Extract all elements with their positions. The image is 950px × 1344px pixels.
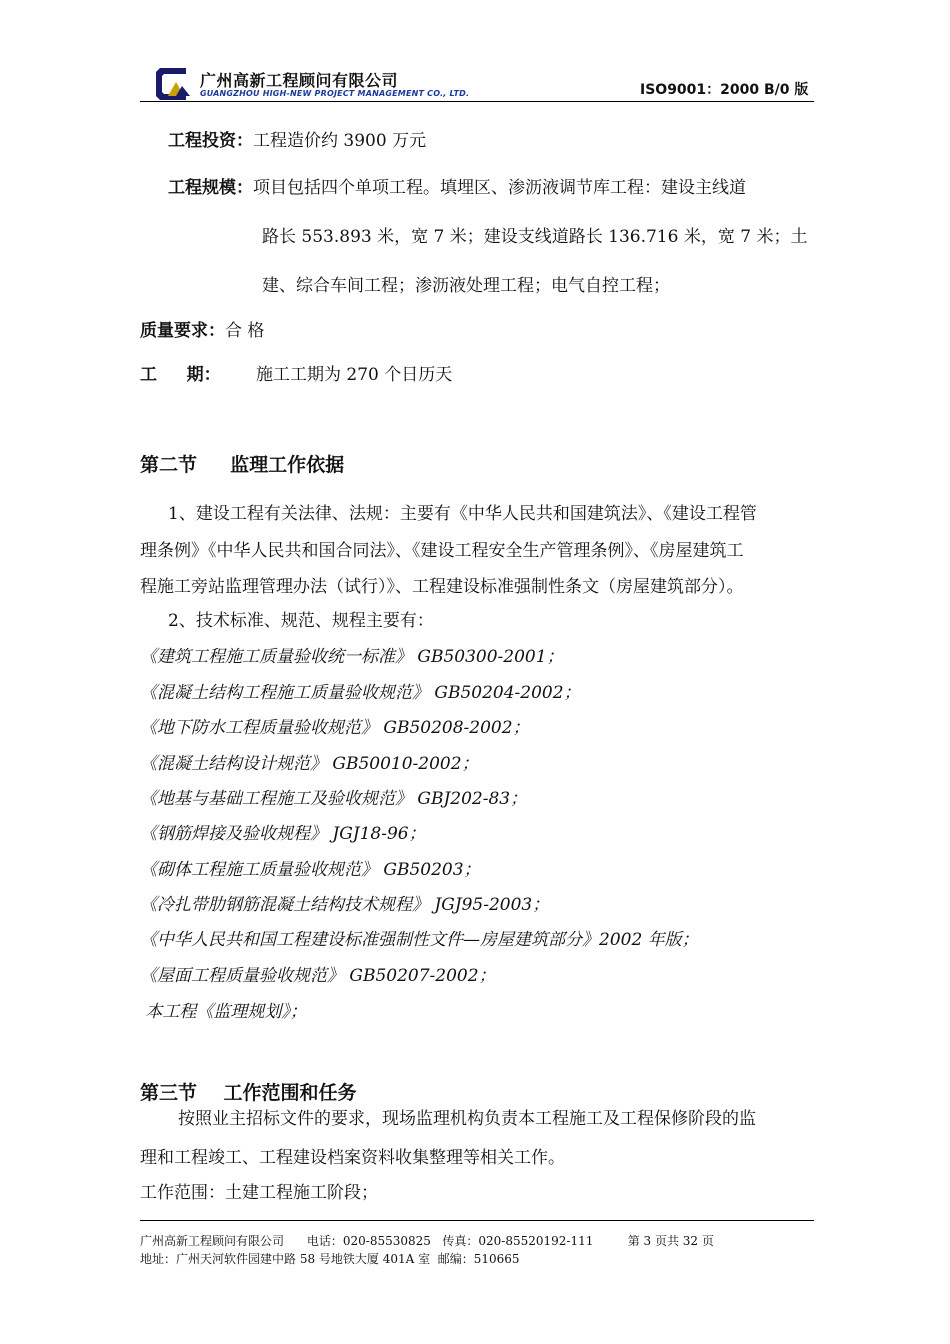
standard-item: 《冷扎带肋钢筋混凝土结构技术规程》 JGJ95-2003； [140, 895, 550, 915]
investment-row [168, 126, 426, 151]
header-divider [140, 101, 814, 102]
period-value: 施工工期为 270 个日历天 [256, 365, 453, 385]
quality-label: 质量要求： [140, 321, 225, 341]
section-3-title: 第三节 工作范围和任务 [140, 1082, 357, 1104]
company-name-en: GUANGZHOU HIGH-NEW PROJECT MANAGEMENT CO., LTD. [200, 89, 470, 98]
company-name-cn: 广州高新工程顾问有限公司 [200, 71, 399, 90]
standard-item: 本工程《监理规划》； [140, 1002, 307, 1022]
standard-item: 《钢筋焊接及验收规程》 JGJ18-96； [140, 824, 426, 844]
scope-line: 工作范围：土建工程施工阶段； [140, 1183, 378, 1203]
quality-value: 合 格 [225, 321, 265, 341]
period-row [140, 360, 452, 385]
standard-item: 《屋面工程质量验收规范》 GB50207-2002； [140, 966, 496, 986]
investment-value: 工程造价约 3900 万元 [253, 131, 427, 151]
scope-para-line-2: 理和工程竣工、工程建设档案资料收集整理等相关工作。 [140, 1148, 565, 1168]
footer-address: 地址：广州天河软件园建中路 58 号地铁大厦 401A 室 邮编：510665 [140, 1252, 520, 1266]
standard-item: 《地基与基础工程施工及验收规范》 GBJ202-83； [140, 789, 528, 809]
scale-label: 工程规模： [168, 178, 253, 198]
standard-item: 《混凝土结构工程施工质量验收规范》 GB50204-2002； [140, 683, 581, 703]
standard-item: 《砌体工程施工质量验收规范》 GB50203； [140, 860, 481, 880]
footer-contact: 广州高新工程顾问有限公司 电话：020-85530825 传真：020-85520192-111 第 3 页共 32 页 [140, 1234, 714, 1248]
basis-para-2: 2、技术标准、规范、规程主要有： [168, 611, 434, 631]
standard-item: 《地下防水工程质量验收规范》 GB50208-2002； [140, 718, 530, 738]
basis-para-1-line-3: 程施工旁站监理管理办法（试行）》、工程建设标准强制性条文（房屋建筑部分）。 [140, 577, 744, 597]
quality-row [140, 316, 264, 341]
scale-line-2: 路长 553.893 米，宽 7 米；建设支线道路长 136.716 米，宽 7 米；土 [262, 227, 808, 247]
standard-item: 《中华人民共和国工程建设标准强制性文件—房屋建筑部分》2002 年版； [140, 930, 699, 950]
scale-line-3: 建、综合车间工程；渗沥液处理工程；电气自控工程； [262, 276, 670, 296]
scope-para-line-1: 按照业主招标文件的要求，现场监理机构负责本工程施工及工程保修阶段的监 [178, 1109, 756, 1129]
basis-para-1-line-2: 理条例》《中华人民共和国合同法》、《建设工程安全生产管理条例》、《房屋建筑工 [140, 541, 744, 561]
section-2-title: 第二节 监理工作依据 [140, 454, 345, 476]
footer-divider [140, 1220, 814, 1221]
standard-item: 《建筑工程施工质量验收统一标准》 GB50300-2001； [140, 647, 564, 667]
period-label: 工 期： [140, 365, 221, 385]
scale-row [168, 173, 746, 198]
scale-line-1: 项目包括四个单项工程。填埋区、渗沥液调节库工程：建设主线道 [253, 178, 746, 198]
investment-label: 工程投资： [168, 131, 253, 151]
iso-version: ISO9001：2000 B/0 版 [640, 82, 809, 98]
company-logo [152, 64, 192, 104]
basis-para-1-line-1: 1、建设工程有关法律、法规：主要有《中华人民共和国建筑法》、《建设工程管 [168, 504, 757, 524]
standard-item: 《混凝土结构设计规范》 GB50010-2002； [140, 754, 479, 774]
